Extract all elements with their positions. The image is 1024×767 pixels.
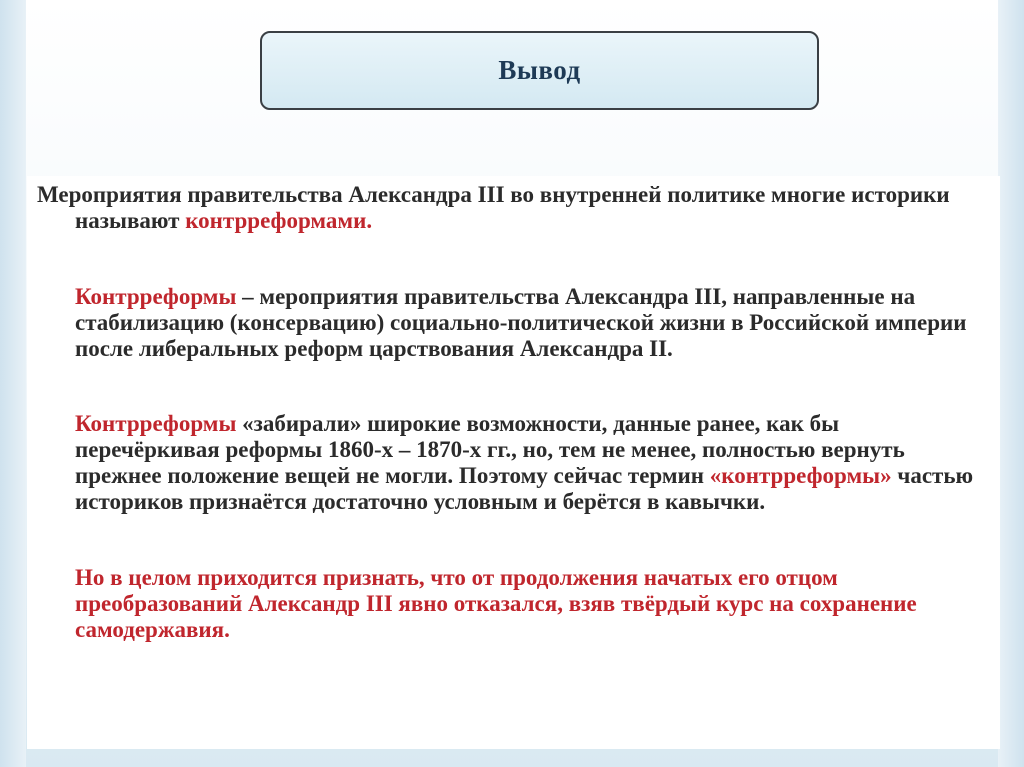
intro-text: Мероприятия правительства Александра III во внутренней политике многие историки называют bbox=[37, 182, 950, 233]
explanation-text-1: «забирали» широкие возможности, данные ранее, как бы перечёркивая реформы 1860-х – 1870-х гг., но, тем не менее, полностью вернуть прежнее положение вещей не могли. Поэтому сейчас термин bbox=[75, 411, 905, 488]
definition-text: – мероприятия правительства Александра III, направленные на стабилизацию (консервацию) социально-политической жизни в Российской империи после либеральных реформ царствования Александра II. bbox=[75, 284, 967, 361]
paragraph-conclusion: Но в целом приходится признать, что от продолжения начатых его отцом преобразований Александр III явно отказался, взяв твёрдый курс на сохранение самодержавия. bbox=[75, 565, 917, 642]
definition-term: Контрреформы bbox=[75, 284, 237, 309]
paragraph-explanation bbox=[37, 411, 986, 515]
explanation-text-2: частью историков признаётся достаточно условным и берётся в кавычки. bbox=[75, 463, 974, 514]
slide-title: Вывод bbox=[498, 55, 581, 85]
explanation-quoted-term: «контрреформы» bbox=[709, 463, 892, 488]
content-area bbox=[27, 176, 1000, 749]
explanation-term: Контрреформы bbox=[75, 411, 237, 436]
paragraph-intro bbox=[37, 182, 986, 234]
left-decor-band bbox=[0, 0, 26, 767]
intro-highlight: контрреформами. bbox=[185, 208, 373, 233]
right-decor-band bbox=[998, 0, 1024, 767]
title-box bbox=[260, 31, 819, 110]
paragraph-definition bbox=[37, 284, 986, 362]
